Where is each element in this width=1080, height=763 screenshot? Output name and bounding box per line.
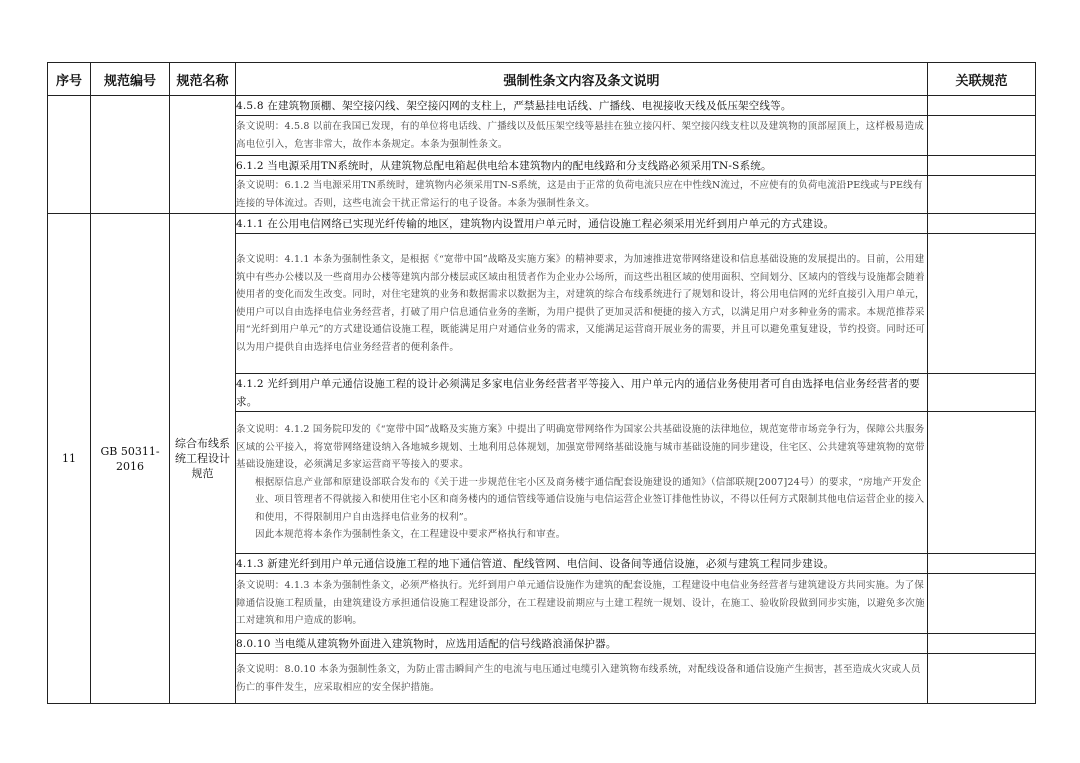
explanation-text: 条文说明：6.1.2 当电源采用TN系统时，建筑物内必须采用TN-S系统，这是由于正常的负荷电流只应在中性线N流过，不应使有的负荷电流沿PE线或与PE线有连接的导体流过。否则，这些电流会干扰正常运行的电子设备。本条为强制性条文。 <box>236 176 928 214</box>
explanation-cell <box>236 412 928 554</box>
related-cell <box>928 654 1036 704</box>
header-related: 关联规范 <box>928 63 1036 96</box>
explanation-text: 条文说明：4.1.2 国务院印发的《“宽带中国”战略及实施方案》中提出了明确宽带网络作为国家公共基础设施的法律地位，规范宽带市场竞争行为，保障公共服务区域的公平接入，将宽带网络建设纳入各地城乡规划、土地利用总体规划，加强宽带网络基础设施与城市基础设施的同步建设，住宅区、公共建筑等建筑物的宽带基础设施建设，必须满足多家运营商平等接入的要求。 <box>236 424 925 471</box>
explanation-text: 条文说明：4.1.1 本条为强制性条文，是根据《“宽带中国”战略及实施方案》的精神要求，为加速推进宽带网络建设和信息基础设施的发展提出的。目前，公用建筑中有些办公楼以及一些商用办公楼等建筑内部分楼层或区域由租赁者作为企业办公场所，而这些出租区域的使用面积、空间划分、区域内的管线与设施都会随着使用者的变化而发生改变。同时，对住宅建筑的业务和数据需求以数据为主，对建筑的综合布线系统进行了规划和设计，将公用电信网的光纤直接引入用户单元，使用户可以自由选择电信业务经营者，打破了用户信息通信业务的垄断，为用户提供了更加灵活和便捷的接入方式，以满足用户对多种业务的需求。本规范推荐采用“光纤到用户单元”的方式建设通信设施工程，既能满足用户对通信业务的需求，又能满足运营商开展业务的需要，并且可以避免重复建设，节约投资。同时还可以为用户提供自由选择电信业务经营者的便利条件。 <box>236 234 928 374</box>
related-cell <box>928 176 1036 214</box>
explanation-text: 条文说明：4.5.8 以前在我国已发现，有的单位将电话线、广播线以及低压架空线等悬挂在独立接闪杆、架空接闪线支柱以及建筑物的顶部屋顶上，这样极易造成高电位引入，危害非常大，故作本条规定。本条为强制性条文。 <box>236 116 928 156</box>
clause-text: 4.5.8 在建筑物顶棚、架空接闪线、架空接闪网的支柱上，严禁悬挂电话线、广播线、电视接收天线及低压架空线等。 <box>236 96 928 116</box>
standards-table <box>47 62 1036 704</box>
clause-text: 8.0.10 当电缆从建筑物外面进入建筑物时，应选用适配的信号线路浪涌保护器。 <box>236 634 928 654</box>
table-header-row <box>48 63 1036 96</box>
explanation-text: 条文说明：4.1.3 本条为强制性条文，必须严格执行。光纤到用户单元通信设施作为建筑的配套设施，工程建设中电信业务经营者与建筑建设方共同实施。为了保障通信设施工程质量，由建筑建设方承担通信设施工程建设部分，在工程建设前期应与土建工程统一规划、设计，在施工、验收阶段做到同步实施，以避免多次施工对建筑和用户造成的影响。 <box>236 574 928 634</box>
header-name: 规范名称 <box>170 63 236 96</box>
table-row <box>48 96 1036 116</box>
clause-text: 4.1.3 新建光纤到用户单元通信设施工程的地下通信管道、配线管网、电信间、设备间等通信设施，必须与建筑工程同步建设。 <box>236 554 928 574</box>
name-cell-prev <box>170 96 236 214</box>
code-cell-prev <box>91 96 170 214</box>
related-cell <box>928 156 1036 176</box>
related-cell <box>928 374 1036 412</box>
related-cell <box>928 574 1036 634</box>
explanation-text: 条文说明：8.0.10 本条为强制性条文，为防止雷击瞬间产生的电流与电压通过电缆引入建筑物布线系统，对配线设备和通信设施产生损害，甚至造成火灾或人员伤亡的事件发生，应采取相应的安全保护措施。 <box>236 654 928 704</box>
related-cell <box>928 116 1036 156</box>
related-cell <box>928 96 1036 116</box>
header-code: 规范编号 <box>91 63 170 96</box>
table-row <box>48 214 1036 234</box>
related-cell <box>928 412 1036 554</box>
code-cell: GB 50311-2016 <box>91 214 170 704</box>
header-content: 强制性条文内容及条文说明 <box>236 63 928 96</box>
explanation-paragraph: 因此本规范将本条作为强制性条文，在工程建设中要求严格执行和审查。 <box>255 529 566 541</box>
clause-text: 6.1.2 当电源采用TN系统时，从建筑物总配电箱起供电给本建筑物内的配电线路和分支线路必须采用TN-S系统。 <box>236 156 928 176</box>
related-cell <box>928 634 1036 654</box>
explanation-paragraph: 根据原信息产业部和原建设部联合发布的《关于进一步规范住宅小区及商务楼宇通信配套设施建设的通知》（信部联规[2007]24号）的要求，“房地产开发企业、项目管理者不得就接入和使用住宅小区和商务楼内的通信管线等通信设施与电信运营企业签订排他性协议，不得以任何方式限制其他电信运营企业的接入和使用，不得限制用户自由选择电信业务的权利”。 <box>255 476 925 523</box>
related-cell <box>928 234 1036 374</box>
clause-text: 4.1.2 光纤到用户单元通信设施工程的设计必须满足多家电信业务经营者平等接入、用户单元内的通信业务使用者可自由选择电信业务经营者的要求。 <box>236 374 928 412</box>
related-cell <box>928 554 1036 574</box>
clause-text: 4.1.1 在公用电信网络已实现光纤传输的地区，建筑物内设置用户单元时，通信设施工程必须采用光纤到用户单元的方式建设。 <box>236 214 928 234</box>
seq-cell-prev <box>48 96 91 214</box>
related-cell <box>928 214 1036 234</box>
header-seq: 序号 <box>48 63 91 96</box>
seq-cell: 11 <box>48 214 91 704</box>
name-cell: 综合布线系统工程设计规范 <box>170 214 236 704</box>
